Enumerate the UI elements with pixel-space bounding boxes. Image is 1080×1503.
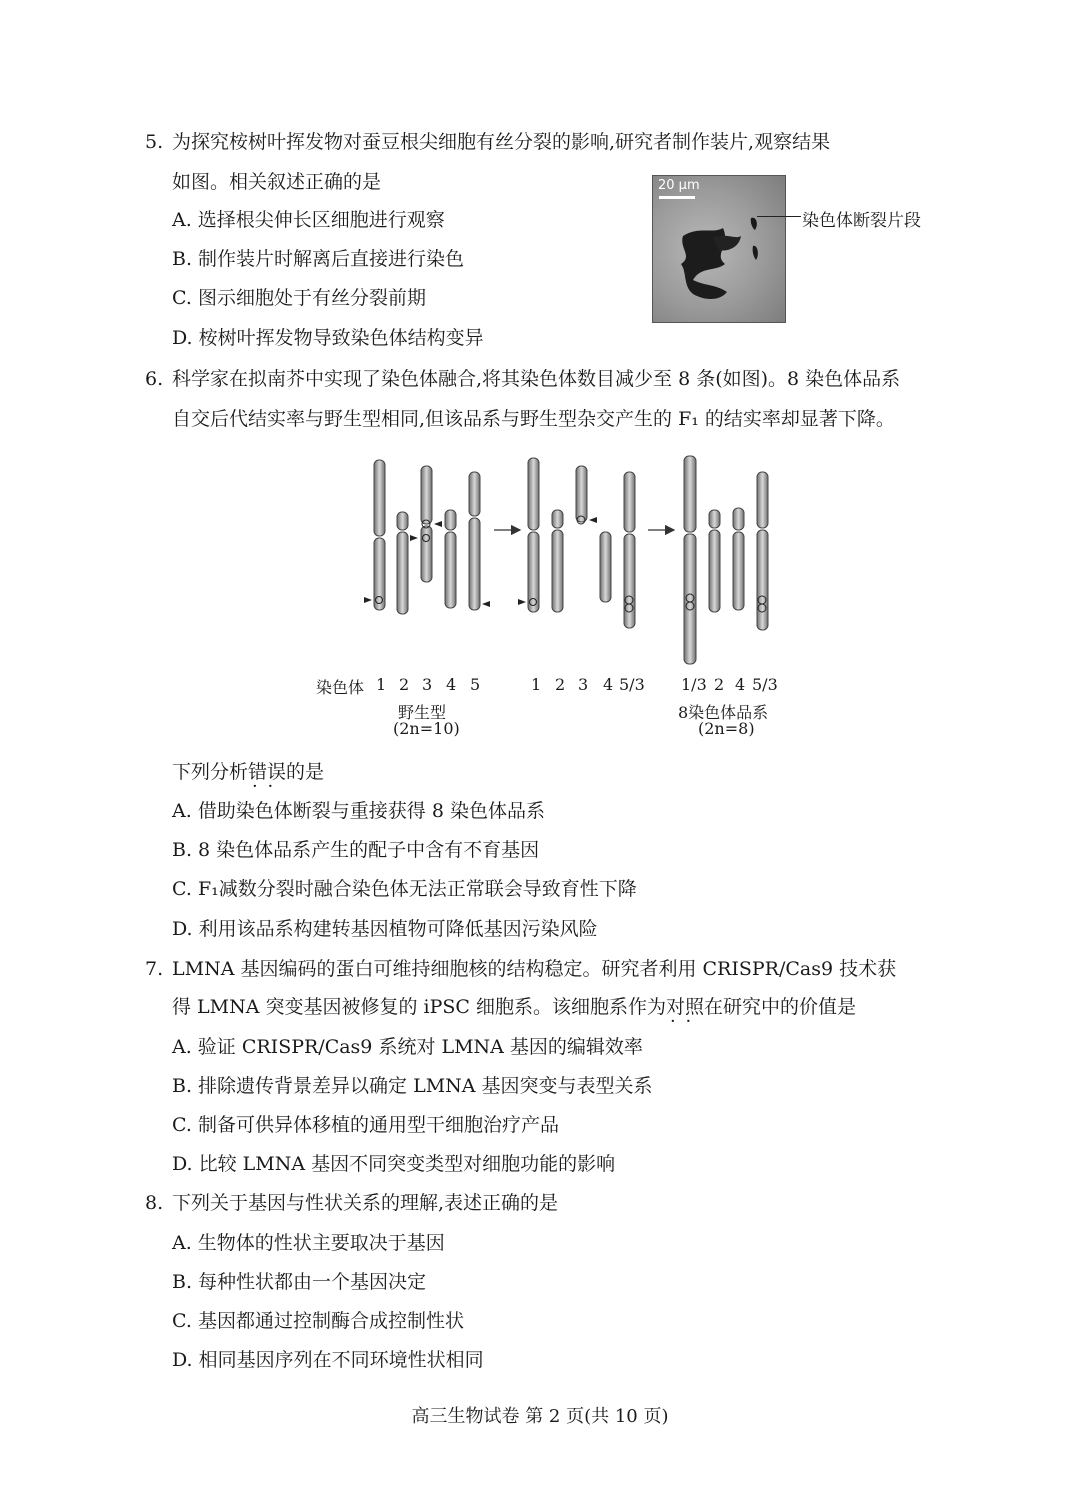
mid-label-2: 2 xyxy=(555,675,566,694)
q8-number: 8. xyxy=(145,1192,164,1214)
mid-label-1: 1 xyxy=(531,675,542,694)
q7-number: 7. xyxy=(145,958,164,980)
q8-option-d: D. 相同基因序列在不同环境性状相同 xyxy=(172,1349,484,1371)
wild-label-4: 4 xyxy=(446,675,457,694)
callout-leader-line xyxy=(757,216,801,217)
micrograph-image xyxy=(652,175,786,323)
wild-type-chromosomes xyxy=(364,460,490,614)
mid-label-4: 4 xyxy=(603,675,614,694)
mid-label-5-3: 5/3 xyxy=(619,675,645,694)
q7-stem-line1: LMNA 基因编码的蛋白可维持细胞核的结构稳定。研究者利用 CRISPR/Cas9 技术获 xyxy=(172,958,897,980)
q7-stem-line2 xyxy=(172,995,856,1019)
q5-stem-line1: 为探究桉树叶挥发物对蚕豆根尖细胞有丝分裂的影响,研究者制作装片,观察结果 xyxy=(172,131,831,153)
q6-prompt-post: 的是 xyxy=(286,761,325,783)
scale-bar-label: 20 μm xyxy=(658,178,700,193)
chromosome-mass-drawing xyxy=(653,176,785,322)
eight-line-ploidy: (2n=8) xyxy=(698,719,755,738)
q7-option-a: A. 验证 CRISPR/Cas9 系统对 LMNA 基因的编辑效率 xyxy=(172,1036,643,1058)
q8-option-a: A. 生物体的性状主要取决于基因 xyxy=(172,1232,445,1254)
q5-option-c: C. 图示细胞处于有丝分裂前期 xyxy=(172,287,426,309)
intermediate-chromosomes xyxy=(518,458,635,628)
q7-stem-pre: 得 LMNA 突变基因被修复的 iPSC 细胞系。该细胞系作为 xyxy=(172,996,666,1018)
wild-label-5: 5 xyxy=(470,675,481,694)
q6-prompt xyxy=(172,760,324,784)
wild-label-1: 1 xyxy=(376,675,387,694)
q5-stem-line2: 如图。相关叙述正确的是 xyxy=(172,171,382,193)
eight-chromosome-line xyxy=(684,456,768,664)
q6-option-c: C. F₁减数分裂时融合染色体无法正常联会导致育性下降 xyxy=(172,878,637,900)
q8-option-b: B. 每种性状都由一个基因决定 xyxy=(172,1271,427,1293)
q7-stem-post: 在研究中的价值是 xyxy=(704,996,857,1018)
wild-type-ploidy: (2n=10) xyxy=(393,719,460,738)
q5-option-d: D. 桉树叶挥发物导致染色体结构变异 xyxy=(172,327,484,349)
q6-stem-line1: 科学家在拟南芥中实现了染色体融合,将其染色体数目减少至 8 条(如图)。8 染色体品系 xyxy=(172,368,901,390)
q8-option-c: C. 基因都通过控制酶合成控制性状 xyxy=(172,1310,464,1332)
q5-number: 5. xyxy=(145,131,164,153)
q6-option-b: B. 8 染色体品系产生的配子中含有不育基因 xyxy=(172,839,540,861)
callout-label: 染色体断裂片段 xyxy=(802,211,921,231)
eight-label-5-3: 5/3 xyxy=(752,675,778,694)
mid-label-3: 3 xyxy=(578,675,589,694)
q6-option-a: A. 借助染色体断裂与重接获得 8 染色体品系 xyxy=(172,800,545,822)
q6-number: 6. xyxy=(145,368,164,390)
wild-label-2: 2 xyxy=(399,675,410,694)
eight-label-1-3: 1/3 xyxy=(681,675,707,694)
q6-prompt-emphasis: 错误 · · xyxy=(248,761,286,783)
eight-label-2: 2 xyxy=(714,675,725,694)
page-footer: 高三生物试卷 第 2 页(共 10 页) xyxy=(411,1406,669,1427)
q7-option-d: D. 比较 LMNA 基因不同突变类型对细胞功能的影响 xyxy=(172,1153,616,1175)
q5-option-b: B. 制作装片时解离后直接进行染色 xyxy=(172,248,465,270)
q6-stem-line2: 自交后代结实率与野生型相同,但该品系与野生型杂交产生的 F₁ 的结实率却显著下降。 xyxy=(172,408,895,430)
q7-option-c: C. 制备可供异体移植的通用型干细胞治疗产品 xyxy=(172,1114,559,1136)
q7-stem-emphasis: 对照 · · xyxy=(666,996,704,1018)
chromosome-fusion-figure xyxy=(300,450,800,675)
wild-label-3: 3 xyxy=(422,675,433,694)
eight-line-label: 8染色体品系 xyxy=(678,703,769,722)
q5-option-a: A. 选择根尖伸长区细胞进行观察 xyxy=(172,209,445,231)
eight-label-4: 4 xyxy=(735,675,746,694)
q6-prompt-pre: 下列分析 xyxy=(172,761,249,783)
wild-type-label: 野生型 xyxy=(398,703,447,722)
q7-option-b: B. 排除遗传背景差异以确定 LMNA 基因突变与表型关系 xyxy=(172,1075,653,1097)
chromosome-row-prefix: 染色体 xyxy=(316,678,365,697)
q6-option-d: D. 利用该品系构建转基因植物可降低基因污染风险 xyxy=(172,918,598,940)
q8-stem: 下列关于基因与性状关系的理解,表述正确的是 xyxy=(172,1192,559,1214)
